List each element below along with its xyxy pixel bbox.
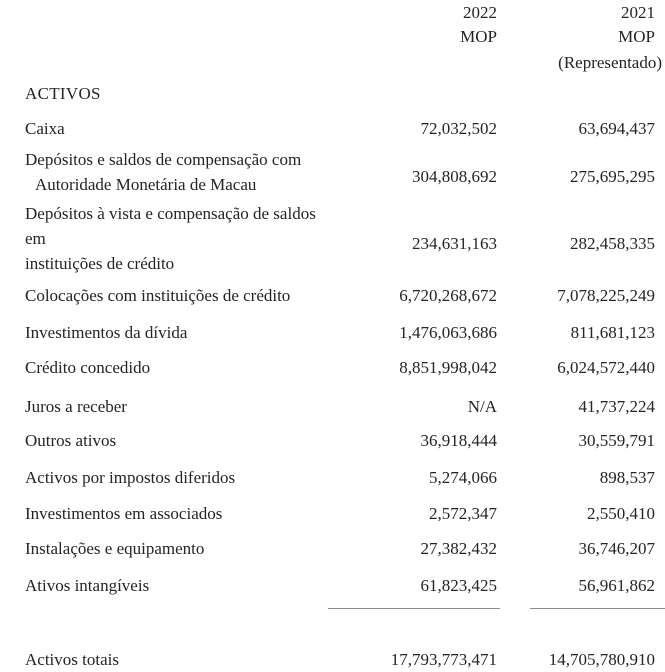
total-row <box>25 650 657 670</box>
value-2021: 56,961,862 <box>578 576 655 595</box>
row-label <box>25 201 320 276</box>
table-row <box>25 539 657 559</box>
table-row <box>25 431 657 451</box>
table-row <box>25 147 657 197</box>
value-2022: 304,808,692 <box>412 167 497 186</box>
row-label: Investimentos da dívida <box>25 323 188 342</box>
row-label: Instalações e equipamento <box>25 539 205 558</box>
subtotal-rule <box>25 608 657 609</box>
value-2022: N/A <box>467 397 497 416</box>
table-row <box>25 576 657 596</box>
rule-spacer <box>25 608 328 609</box>
rule-spacer <box>500 608 530 609</box>
value-2022: 1,476,063,686 <box>399 323 497 342</box>
row-label-line1: Depósitos e saldos de compensação com <box>25 150 302 169</box>
year-header-row <box>25 3 657 23</box>
value-2021: 275,695,295 <box>570 167 655 186</box>
row-label: Activos por impostos diferidos <box>25 468 236 487</box>
value-2022: 2,572,347 <box>429 504 497 523</box>
year-header-2022: 2022 <box>463 3 497 22</box>
row-label: Colocações com instituições de crédito <box>25 286 291 305</box>
value-2022: 6,720,268,672 <box>399 286 497 305</box>
table-row <box>25 397 657 417</box>
row-label: Outros ativos <box>25 431 117 450</box>
table-row <box>25 323 657 343</box>
value-2021: 7,078,225,249 <box>557 286 655 305</box>
value-2022: 5,274,066 <box>429 468 497 487</box>
table-row <box>25 358 657 378</box>
total-label: Activos totais <box>25 650 119 669</box>
row-label: Caixa <box>25 119 65 138</box>
rule-2021-column <box>530 608 665 609</box>
value-2022: 234,631,163 <box>412 233 497 253</box>
table-row <box>25 286 657 306</box>
section-title: ACTIVOS <box>25 84 101 103</box>
value-2022: 8,851,998,042 <box>399 358 497 377</box>
value-2021: 811,681,123 <box>570 323 655 342</box>
row-label: Crédito concedido <box>25 358 151 377</box>
row-label: Investimentos em associados <box>25 504 223 523</box>
section-title-row <box>25 84 657 104</box>
currency-header-row <box>25 27 657 47</box>
currency-2022: MOP <box>460 27 497 46</box>
restated-note: (Representado) <box>558 53 662 72</box>
value-2022: 72,032,502 <box>420 119 497 138</box>
table-row <box>25 201 657 276</box>
row-label: Ativos intangíveis <box>25 576 150 595</box>
value-2021: 30,559,791 <box>578 431 655 450</box>
year-header-2021: 2021 <box>621 3 655 22</box>
value-2021: 41,737,224 <box>578 397 655 416</box>
table-row <box>25 504 657 524</box>
currency-2021: MOP <box>618 27 655 46</box>
value-2022: 27,382,432 <box>420 539 497 558</box>
value-2022: 61,823,425 <box>420 576 497 595</box>
total-value-2022: 17,793,773,471 <box>390 650 497 669</box>
row-label-line1: Depósitos à vista e compensação de saldos em <box>25 204 316 248</box>
value-2021: 63,694,437 <box>578 119 655 138</box>
value-2022: 36,918,444 <box>420 431 497 450</box>
value-2021: 898,537 <box>599 468 655 487</box>
total-value-2021: 14,705,780,910 <box>548 650 655 669</box>
row-label <box>25 147 320 197</box>
table-row <box>25 468 657 488</box>
table-row <box>25 119 657 139</box>
value-2021: 282,458,335 <box>570 233 655 253</box>
row-label-line2: instituições de crédito <box>25 254 175 273</box>
value-2021: 2,550,410 <box>587 504 655 523</box>
value-2021: 6,024,572,440 <box>557 358 655 377</box>
restated-note-row <box>25 53 662 73</box>
row-label: Juros a receber <box>25 397 127 416</box>
row-label-line2: Autoridade Monetária de Macau <box>35 175 257 194</box>
rule-2022-column <box>328 608 500 609</box>
value-2021: 36,746,207 <box>578 539 655 558</box>
